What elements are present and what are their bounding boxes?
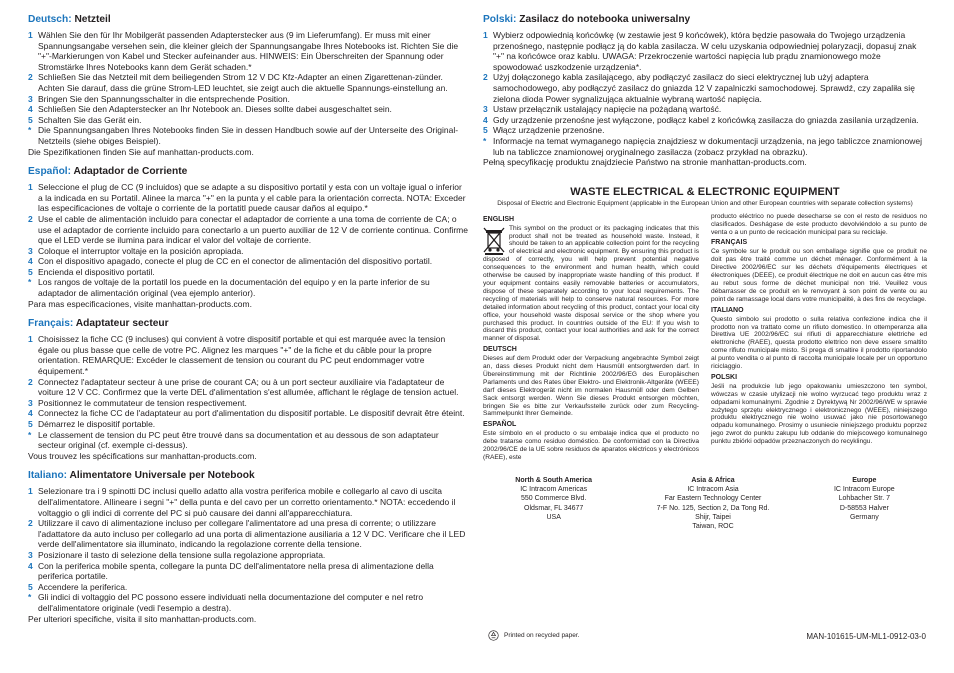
step-number: 2	[28, 518, 33, 529]
waste-paragraph: Questo simbolo sui prodotto o sulla relativa confezione indica che il prodotto non va trattato come un rifiuto domestico. In ottemperanza alla Direttiva UE 2002/96/EC sui rifiuti di apparecchiature elettriche ed elettroniche (RAEE), questa prodotto elettrico non deve essere smaltito come rifiuto municipale misto. Si prega di smaltire il prodotto riportandolo al punto vendita o al punto di raccolta municipale locale per un opportuno riciclaggio.	[711, 315, 927, 371]
step-number: 3	[483, 104, 488, 115]
language-label: Polski:	[483, 14, 517, 25]
step-text: Positionnez le commutateur de tension respectivement.	[38, 397, 247, 408]
waste-text: This symbol on the product or its packaging indicates that this product shall not be treated as household waste. Instead, it should be taken to an applicable collection point for the recycling of electrical and electronic equipment. By ensuring this product is disposed of correctly, you will help prevent potential negative consequences to the environment and human health, which could otherwise be caused by inappropriate waste handling of this product. If your equipment contains easily removable batteries or accumulators, dispose of these separately according to your local requirements. The recycling of materials will help to conserve natural resources. For more detailed information about recycling of this product, contact your local city office, your household waste disposal service or the shop where you purchased this product. In countries outside of the EU: If you wish to discard this product, contact your local authorities and ask for the correct manner of disposal.	[483, 224, 699, 343]
step-number: 4	[28, 104, 33, 115]
section-heading: Netzteil	[74, 14, 111, 25]
step-text: Accendere la periferica.	[38, 581, 128, 592]
step-item	[28, 277, 468, 298]
step-item	[28, 486, 468, 518]
step-number: 2	[28, 213, 33, 224]
section-2	[28, 318, 468, 461]
step-number: 1	[28, 486, 33, 497]
step-number: 2	[28, 376, 33, 387]
section-footer: Vous trouvez les spécifications sur manhattan-products.com.	[28, 450, 257, 461]
step-text: Ustaw przełącznik ustalający napięcie na pożądaną wartość.	[493, 104, 722, 115]
step-text: Die Spannungsangaben Ihres Notebooks finden Sie in dessen Handbuch sowie auf der Unterseite des Original-Netzteils (siehe obiges Beispiel).	[38, 125, 459, 146]
step-text: Gdy urządzenie przenośne jest wyłączone, podłącz kabel z końcówką zasilacza do gniazda zasilania urządzenia.	[493, 114, 919, 125]
step-text: Utilizzare il cavo di alimentazione incluso per collegare l'alimentatore ad una presa di corrente; o utilizzare l'adattatore da auto incluso per collegarlo ad una porta di alimentazione ausiliaria a 12 V DC. Verificare che il LED verde dell'alimentatore sia illuminato, indicando la regolazione corrente della tensione.	[38, 518, 466, 550]
step-number: *	[28, 125, 32, 136]
address-line: Oldsmar, FL 34677	[524, 504, 584, 512]
step-item	[28, 582, 468, 593]
section-footer: Per ulteriori specifiche, visita il sito manhattan-products.com.	[28, 613, 257, 624]
step-text: Posizionare il tasto di selezione della tensione sulla regolazione appropriata.	[38, 549, 326, 560]
step-text: Wybierz odpowiednią końcówkę (w zestawie jest 9 końcówek), która będzie pasowała do Twojego urządzenia przenośnego, następnie podłącz ją do kabla zasilacza. W celu uzyskania odpowiedniej polaryzacji, dopasuj znak "+" na końcówce oraz kablu. UWAGA: Przekroczenie wartości napięcia lub prądu znamionowego może spowodować uszkodzenie urządzenia*.	[493, 30, 917, 72]
step-text: Los rangos de voltaje de la portatil los puede en la documentación del equipo y en la parte inferior de su adaptador de alimentación original (vea ejemplo anterior).	[38, 277, 430, 299]
waste-language-heading: POLSKI	[711, 373, 738, 381]
step-text: Connectez l'adaptateur secteur à une prise de courant CA; ou à un port secteur auxiliaire via l'adaptateur de voiture 12 V CC. Confirmez que la verte DEL d'alimentation s'est allumée, affichant le réglage de tension actuel.	[38, 376, 459, 398]
step-text: Włącz urządzenie przenośne.	[493, 125, 605, 136]
address-block	[483, 476, 927, 531]
step-number: *	[483, 135, 487, 146]
address-region: North & South America	[515, 476, 593, 484]
step-text: Wählen Sie den für Ihr Mobilgerät passenden Adapterstecker aus (9 im Lieferumfang). Er muss mit einer Spannungsangabe versehen sein, die kleiner gleich der Spannungsangabe Ihres Notebooks ist. Richten Sie die "+"-Markierungen von Kabel und Stecker aufeinander aus. HINWEIS: Ein Überschreiten der Spannung oder Stromstärke Ihres Notebooks kann dem Gerät schaden.*	[38, 30, 459, 72]
language-label: Deutsch:	[28, 14, 72, 25]
step-number: *	[28, 429, 32, 440]
address-line: 7-F No. 125, Section 2, Da Tong Rd.	[656, 504, 770, 512]
document-id: MAN-101615-UM-ML1-0912-03-0	[806, 632, 926, 641]
step-number: *	[28, 277, 32, 288]
address-line: D-58553 Halver	[839, 504, 889, 512]
step-number: 5	[483, 125, 488, 136]
section-polski	[483, 14, 927, 168]
step-number: 4	[28, 256, 33, 267]
section-title	[28, 166, 468, 177]
waste-language-heading: FRANÇAIS	[711, 239, 748, 247]
step-item	[28, 408, 468, 419]
step-number: 3	[28, 397, 33, 408]
step-text: Seleccione el plug de CC (9 incluidos) que se adapte a su dispositivo portatil y esta con un voltaje igual o inferior a la indicada en su Portatil. Alinee la marca "+" en la punta y el cable para la orientación correcta. NOTA: Exceder las especificaciones de voltaje o corriente de la portatitl puede causar daños al equipo.*	[38, 182, 466, 214]
section-title	[28, 14, 468, 25]
waste-title: WASTE ELECTRICAL & ELECTRONIC EQUIPMENT	[570, 185, 840, 198]
step-item	[28, 419, 468, 430]
step-number: 1	[483, 30, 488, 40]
section-heading: Adaptateur secteur	[75, 318, 169, 330]
step-text: Schließen Sie den Adapterstecker an Ihr Notebook an. Dieses sollte dabei ausgeschaltet sein.	[38, 104, 392, 115]
step-item	[28, 377, 468, 398]
step-item	[483, 72, 927, 104]
step-number: 2	[483, 72, 488, 83]
step-item	[28, 246, 468, 257]
step-item	[28, 125, 468, 146]
step-number: 5	[28, 266, 33, 277]
section-footer: Pełną specyfikację produktu znajdziecie Państwo na stronie manhattan-products.com.	[483, 157, 807, 168]
step-item	[28, 561, 468, 582]
step-item	[28, 94, 468, 105]
address-line: Germany	[849, 513, 879, 521]
step-text: Schließen Sie das Netzteil mit dem beiliegenden Strom 12 V DC Kfz-Adapter an einen Zigarettenan-zünder. Achten Sie darauf, dass die grüne Strom-LED leuchtet, sie zeigt auch die aktuelle Spannungs-einstellung an.	[38, 72, 448, 93]
step-number: 1	[28, 334, 33, 345]
right-column	[483, 14, 927, 531]
step-text: Coloque el interruptor voltaje en la posición apropiada.	[38, 245, 244, 256]
address-line: 550 Commerce Blvd.	[520, 495, 587, 503]
step-number: 5	[28, 419, 33, 429]
address-line: IC Intracom Asia	[687, 486, 739, 494]
step-text: Connectez la fiche CC de l'adaptateur au port d'alimentation du dispositif portable. Le dispositif devrait être éteint.	[38, 408, 465, 419]
section-heading: Zasilacz do notebooka uniwersalny	[519, 14, 691, 25]
step-text: Informacje na temat wymaganego napięcia znajdziesz w dokumentacji urządzenia, na jego tabliczce znamionowej lub na tabliczce znamionowej oryginalnego zasilacza (zobacz przykład na obrazku).	[493, 135, 923, 157]
address-entry	[657, 476, 770, 531]
address-entry	[834, 476, 895, 531]
step-text: Bringen Sie den Spannungsschalter in die entsprechende Position.	[38, 93, 290, 104]
step-item	[28, 592, 468, 613]
step-text: Con el dispositivo apagado, conecte el plug de CC en el conector de alimentación del dispositivo portatil.	[38, 256, 433, 267]
step-number: 3	[28, 245, 33, 256]
step-text: Schalten Sie das Gerät ein.	[38, 114, 142, 125]
address-line: USA	[546, 513, 561, 521]
step-item	[483, 125, 927, 136]
address-region: Europe	[852, 476, 877, 484]
waste-columns	[483, 213, 927, 462]
step-text: Le classement de tension du PC peut être trouvé dans sa documentation et au dessous de son adaptateur secteur original (cf. exemple ci-dessus).	[38, 429, 439, 451]
recycled-paper-note: Printed on recycled paper.	[504, 632, 580, 639]
waste-paragraph: Este símbolo en el producto o su embalaje indica que el producto no debe tratarse como residuo doméstico. De conformidad con la Directiva 2002/96/CE de la UE sobre residuos de aparatos eléctricos y electrónicos (RAEE), este	[483, 430, 699, 461]
step-number: 5	[28, 581, 33, 592]
step-text: Gli indici di voltaggio del PC possono essere individuati nella documentazione del computer e nel retro dell'alimentatore originale (vedi l'esempio a destra).	[38, 592, 424, 613]
section-heading: Alimentatore Universale per Notebook	[69, 470, 255, 482]
step-item	[483, 136, 927, 157]
step-number: 3	[28, 93, 33, 104]
waste-paragraph: Dieses auf dem Produkt oder der Verpackung angebrachte Symbol zeigt an, dass dieses Produkt nicht dem Hausmüll entsorgtwerden darf. In Übereinstimmung mit der Richtlinie 2002/96/EG des Europäischen Parlaments und des Rates über Elektro- und Elektronik-Altgeräte (WEEE) darf dieses Elektrogerät nicht im normalen Hausmüll oder dem Gelben Sack entsorgt werden. Wenn Sie dieses Produkt entsorgen möchten, bringen Sie es bitte zur Verkaufsstelle zurück oder zum Recycling-Sammelpunkt Ihrer Gemeinde.	[483, 355, 699, 418]
step-item	[28, 115, 468, 126]
language-label: Italiano:	[28, 470, 68, 482]
step-text: Démarrez le dispositif portable.	[38, 419, 156, 429]
crossed-bin-icon	[483, 227, 505, 255]
step-item	[28, 72, 468, 93]
language-label: Español:	[28, 166, 72, 178]
section-0	[28, 14, 468, 157]
section-3	[28, 470, 468, 624]
section-title	[28, 318, 468, 329]
step-text: Use el cable de alimentación incluido para conectar el adaptador de corriente a una toma de corriente de CA; o use el adaptador de corriente incluido para conectarlo a un puerto auxiliar de 12 V de corriente continua. Confirme que el LED verde se ilumina para indicar el valor del voltaje de corriente.	[38, 213, 468, 246]
step-text: Użyj dołączonego kabla zasilającego, aby podłączyć zasilacz do sieci elektrycznej lub użyj adaptera samochodowego, aby podłączyć zasilacz do gniazda 12 V zapalniczki samochodowej. Sprawdź, czy zapaliła się zielona dioda Power sygnalizująca aktualnie wybraną wartość napięcia.	[493, 72, 915, 104]
waste-paragraph: Jeśli na produkcie lub jego opakowaniu umieszczono ten symbol, wówczas w czasie utylizacji nie wolno wyrzucać tego produktu wraz z odpadami komunalnymi. Zgodnie z Dyrektywą Nr 2002/96/WE w sprawie zużytego sprzętu elektrycznego i elektronicznego (WEEE), niniejszego produktu elektrycznego nie wolno usuwać jako nie posortowanego odpadu komunalnego. Prosimy o usuniecie niniejszego produktu poprzez jego zwrot do punktu zakupu lub oddanie do miejscowego komunalnego punktu zbiórki odpadów przeznaczonych do recyklingu.	[711, 382, 927, 446]
step-item	[28, 267, 468, 278]
section-footer: Die Spezifikationen finden Sie auf manhattan-products.com.	[28, 146, 254, 157]
waste-paragraph: Ce symbole sur le produit ou son emballage signifie que ce produit ne doit pas être traité comme un déchet ménager. Conformément à la Directive 2002/96/EC sur les déchets d'équipements électriques et électroniques (DEEE), ce produit électrique ne doit en aucun cas être mis au rebut sous forme de déchet municipal non trié. Veuillez vous débarrasser de ce produit en le renvoyant à son point de vente ou au point de ramassage local dans votre municipalité, à des fins de recyclage.	[711, 248, 927, 303]
section-footer: Para mas especificaciones, visite manhattan-products.com.	[28, 298, 252, 309]
step-number: 1	[28, 30, 33, 40]
address-line: Lohbacher Str. 7	[838, 495, 891, 503]
waste-language-heading: ITALIANO	[711, 306, 744, 314]
step-text: Con la periferica mobile spenta, collegare la punta DC dell'alimentatore nella presa di alimentazione della periferica portatile.	[38, 560, 434, 582]
step-number: *	[28, 592, 32, 603]
address-line: Shijr, Taipei	[695, 513, 731, 521]
waste-language-heading: ENGLISH	[483, 215, 515, 223]
address-line: Far Eastern Technology Center	[664, 495, 762, 503]
step-item	[28, 398, 468, 409]
step-item	[28, 214, 468, 246]
step-item	[28, 334, 468, 376]
step-item	[483, 30, 927, 72]
waste-column-1	[483, 213, 699, 462]
step-item	[28, 30, 468, 72]
address-region: Asia & Africa	[691, 476, 735, 484]
waste-paragraph	[483, 225, 699, 344]
step-text: Choisissez la fiche CC (9 incluses) qui convient à votre dispositif portable et qui est marquée avec la tension égale ou plus basse que celle de votre PC. Alignez les marques "+" de la fiche et du câble pour la propre orientation. REMARQUE: Excéder le classement de tension ou courant du PC peut endommager votre équipement.*	[38, 334, 446, 377]
step-text: Encienda el dispositivo portatil.	[38, 266, 155, 277]
waste-subtitle: Disposal of Electric and Electronic Equipment (applicable in the European Union and other European countries with separate collection systems)	[497, 199, 913, 207]
waste-language-heading: ESPAÑOL	[483, 421, 517, 429]
step-number: 5	[28, 114, 33, 125]
section-heading: Adaptador de Corriente	[73, 166, 188, 178]
address-line: IC Intracom Americas	[520, 486, 588, 494]
step-number: 4	[28, 560, 33, 571]
step-item	[483, 104, 927, 115]
step-item	[28, 550, 468, 561]
step-item	[28, 430, 468, 451]
address-entry	[515, 476, 592, 531]
step-item	[483, 115, 927, 126]
step-item	[28, 256, 468, 267]
step-item	[28, 104, 468, 115]
waste-language-heading: DEUTSCH	[483, 346, 517, 354]
waste-paragraph: producto eléctrico no puede desecharse se con el resto de residuos no clasificados. Deshágase de este producto devolviéndolo a su punto de venta o a un punto de recicación municipal para su reciclaje.	[711, 212, 927, 236]
step-item	[28, 182, 468, 214]
step-number: 1	[28, 182, 33, 193]
step-number: 4	[28, 408, 33, 419]
address-line: IC Intracom Europe	[833, 486, 895, 494]
step-number: 4	[483, 114, 488, 125]
step-text: Selezionare tra i 9 spinotti DC inclusi quello adatto alla vostra periferica mobile e collegarlo al cavo di uscita dell'alimentatore. Allineare i segni "+" della punta e del cavo per un corretto orientamento.* NOTA: eccedendo il voltaggio o gli indici di corrente del PC si può causare dei danni all'apparecchiatura.	[38, 486, 456, 518]
step-number: 2	[28, 72, 33, 83]
address-line: Taiwan, ROC	[692, 522, 734, 530]
section-title	[28, 470, 468, 481]
waste-column-2	[711, 213, 927, 462]
left-column	[28, 14, 468, 633]
step-number: 3	[28, 549, 33, 560]
section-title	[483, 14, 927, 25]
language-label: Français:	[28, 318, 74, 330]
recycle-icon	[488, 630, 499, 641]
step-item	[28, 518, 468, 550]
section-1	[28, 166, 468, 309]
